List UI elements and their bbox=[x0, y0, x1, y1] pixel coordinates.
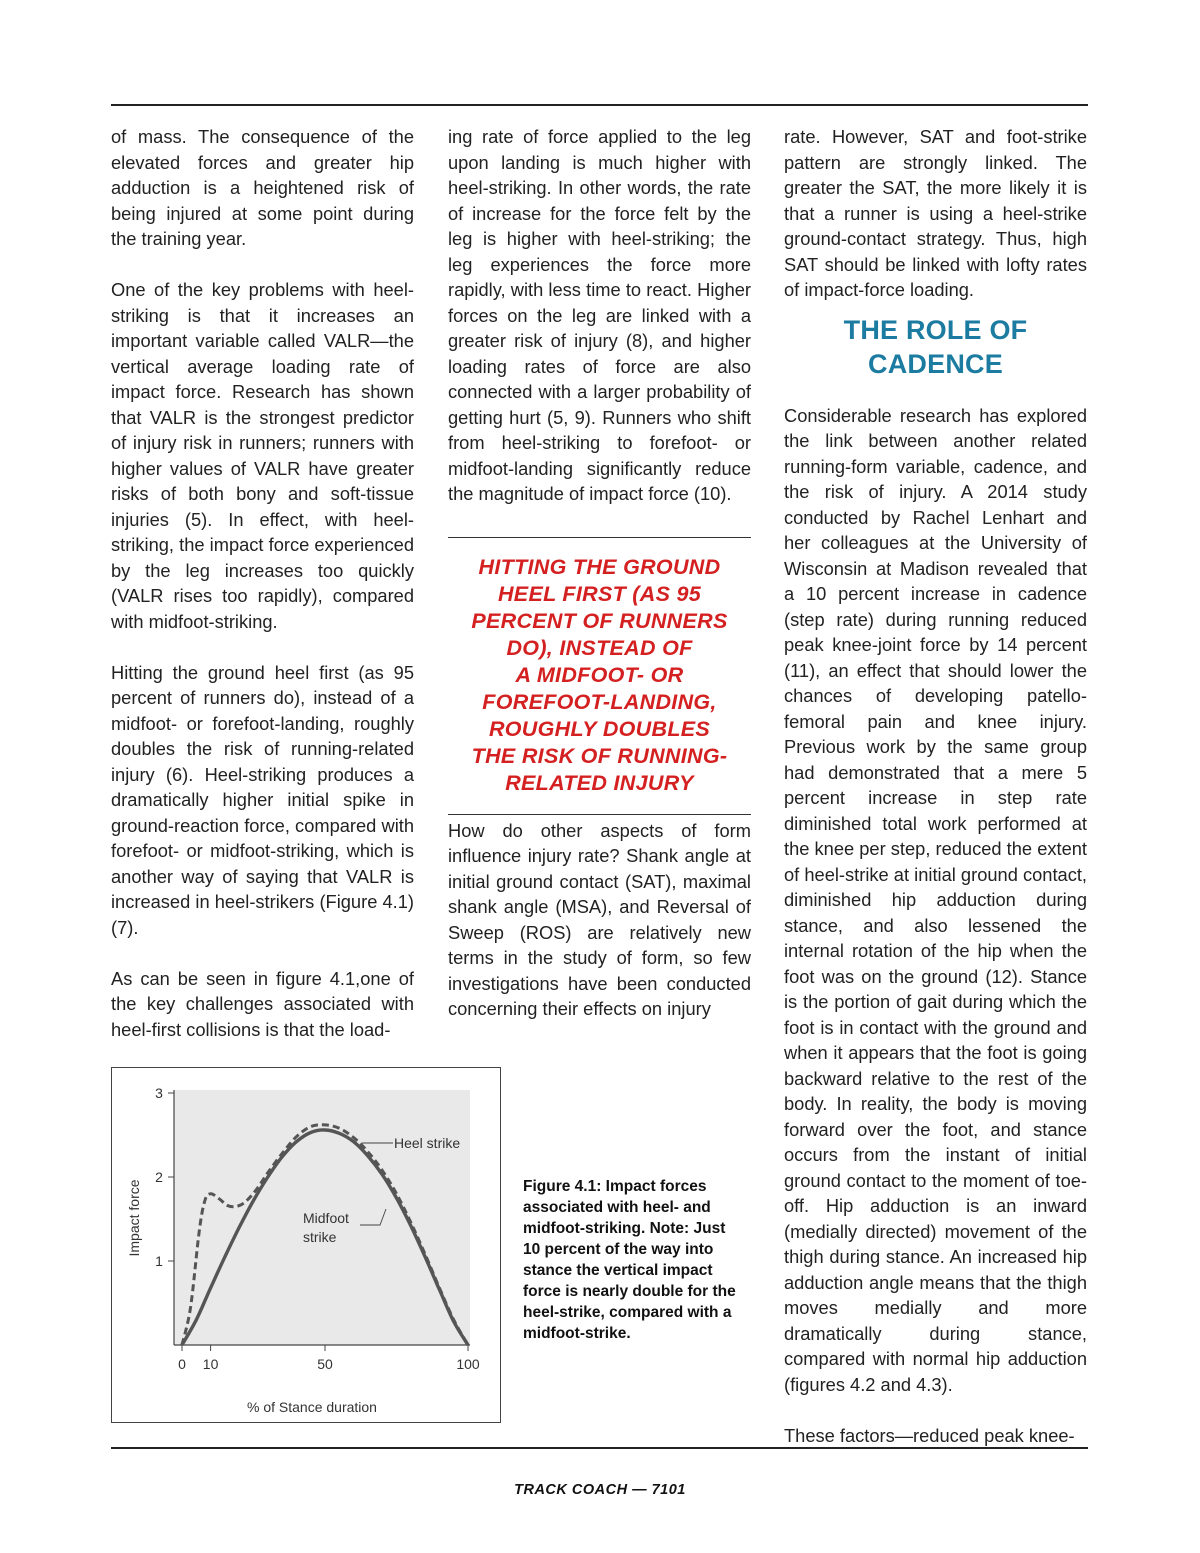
x-tick-label: 10 bbox=[202, 1356, 219, 1372]
paragraph: Hitting the ground heel first (as 95 percent of runners do), instead of a midfoot- or forefoot-landing, roughly doubles the risk of running-related injury (6). Heel-striking produces a dramatically higher initial spike in ground-reaction force, compared with forefoot- or midfoot-striking, which is another way of saying that VALR is increased in heel-strikers (Figure 4.1) (7). bbox=[111, 661, 414, 938]
heel-strike-annotation: Heel strike bbox=[394, 1135, 461, 1151]
y-tick-label: 1 bbox=[155, 1253, 163, 1269]
bottom-rule bbox=[111, 1447, 1088, 1449]
pull-quote-line: THE RISK OF RUNNING- bbox=[471, 744, 728, 768]
impact-force-chart bbox=[112, 1068, 499, 1421]
pull-quote-line: A MIDFOOT- OR bbox=[515, 663, 684, 687]
paragraph: How do other aspects of form influence injury rate? Shank angle at initial ground contact (SAT), maximal shank angle (MSA), and Reversal of Sweep (ROS) are relatively new terms in the study of form, so few investigations have been conducted concerning their effects on injury bbox=[448, 819, 751, 1019]
figure-4-1 bbox=[111, 1067, 501, 1423]
pull-quote-line: RELATED INJURY bbox=[505, 771, 694, 795]
paragraph: These factors—reduced peak knee- bbox=[784, 1424, 1075, 1446]
paragraph: of mass. The consequence of the elevated forces and greater hip adduction is a heightened risk of being injured at some point during the training year. bbox=[111, 126, 414, 249]
x-tick-label: 0 bbox=[178, 1356, 186, 1372]
section-heading: THE ROLE OF CADENCE bbox=[843, 314, 1028, 379]
pull-quote-line: ROUGHLY DOUBLES bbox=[488, 717, 711, 741]
y-ticks bbox=[155, 1085, 174, 1269]
x-tick-label: 50 bbox=[317, 1356, 333, 1372]
paragraph: One of the key problems with heel-striking is that it increases an important variable called VALR—the vertical average loading rate of impact force. Research has shown that VALR is the strongest predictor of injury risk in runners; runners with higher values of VALR have greater risks of both bony and soft-tissue injuries (5). In effect, with heel-striking, the impact force experienced by the leg increases too quickly (VALR rises too rapidly), compared with midfoot-striking. bbox=[111, 279, 414, 632]
x-ticks bbox=[178, 1345, 480, 1372]
pull-quote-text bbox=[448, 538, 751, 797]
x-axis-label: % of Stance duration bbox=[247, 1399, 377, 1415]
strike-annotation: strike bbox=[303, 1229, 337, 1245]
pull-quote-line: HEEL FIRST (AS 95 bbox=[497, 582, 702, 606]
figure-caption: Figure 4.1: Impact forces associated with heel- and midfoot-striking. Note: Just 10 percent of the way into stance the vertical impact force is nearly double for the heel-strike, compared with a midfoot-strike. bbox=[523, 1178, 736, 1342]
y-axis-label: Impact force bbox=[126, 1179, 142, 1257]
paragraph: rate. However, SAT and foot-strike pattern are strongly linked. The greater the SAT, the more likely it is that a runner is using a heel-strike ground-contact strategy. Thus, high SAT should be linked with lofty rates of impact-force loading. bbox=[784, 126, 1087, 300]
pull-quote-line: FOREFOOT-LANDING, bbox=[482, 690, 717, 714]
pull-quote-line: PERCENT OF RUNNERS bbox=[471, 609, 728, 633]
paragraph: Considerable research has explored the link between another related running-form variable, cadence, and the risk of injury. A 2014 study conducted by Rachel Lenhart and her colleagues at the University of Wisconsin at Madison revealed that a 10 percent increase in cadence (step rate) during running reduced peak knee-joint force by 14 percent (11), an effect that should lower the chances of developing patello-femoral pain and knee injury. Previous work by the same group had demonstrated that a mere 5 percent increase in step rate diminished total work performed at the knee per step, reduced the extent of heel-strike at initial ground contact, diminished hip adduction during stance, and also lessened the internal rotation of the hip when the foot was on the ground (12). Stance is the portion of gait during which the foot is in contact with the ground and when it appears that the foot is going backward relative to the rest of the body. In reality, the body is moving forward over the foot, and stance occurs from the instant of initial ground contact to the moment of toe-off. Hip adduction is an inward (medially directed) movement of the thigh during stance. An increased hip adduction angle means that the thigh moves medially and more dramatically during stance, compared with normal hip adduction (figures 4.2 and 4.3). bbox=[784, 404, 1087, 1395]
pull-quote-line: HITTING THE GROUND bbox=[478, 555, 721, 579]
column-1 bbox=[111, 124, 414, 1042]
paragraph: ing rate of force applied to the leg upon landing is much higher with heel-striking. In other words, the rate of increase for the force felt by the leg is higher with heel-striking; the leg experiences the force more rapidly, with less time to react. Higher forces on the leg are linked with a greater risk of injury (8), and higher loading rates of force are also connected with a larger probability of getting hurt (5, 9). Runners who shift from heel-striking to forefoot- or midfoot-landing significantly reduce the magnitude of impact force (10). bbox=[448, 126, 751, 504]
pull-quote bbox=[448, 537, 751, 815]
midfoot-annotation: Midfoot bbox=[303, 1210, 349, 1226]
y-tick-label: 3 bbox=[155, 1085, 163, 1101]
x-tick-label: 100 bbox=[456, 1356, 480, 1372]
y-tick-label: 2 bbox=[155, 1169, 163, 1185]
pull-quote-line: DO), INSTEAD OF bbox=[506, 636, 693, 660]
top-rule bbox=[111, 104, 1088, 106]
paragraph: As can be seen in figure 4.1,one of the key challenges associated with heel-first collisions is that the load- bbox=[111, 967, 414, 1040]
column-3 bbox=[784, 124, 1087, 1448]
page-footer: TRACK COACH — 7101 bbox=[514, 1482, 686, 1498]
